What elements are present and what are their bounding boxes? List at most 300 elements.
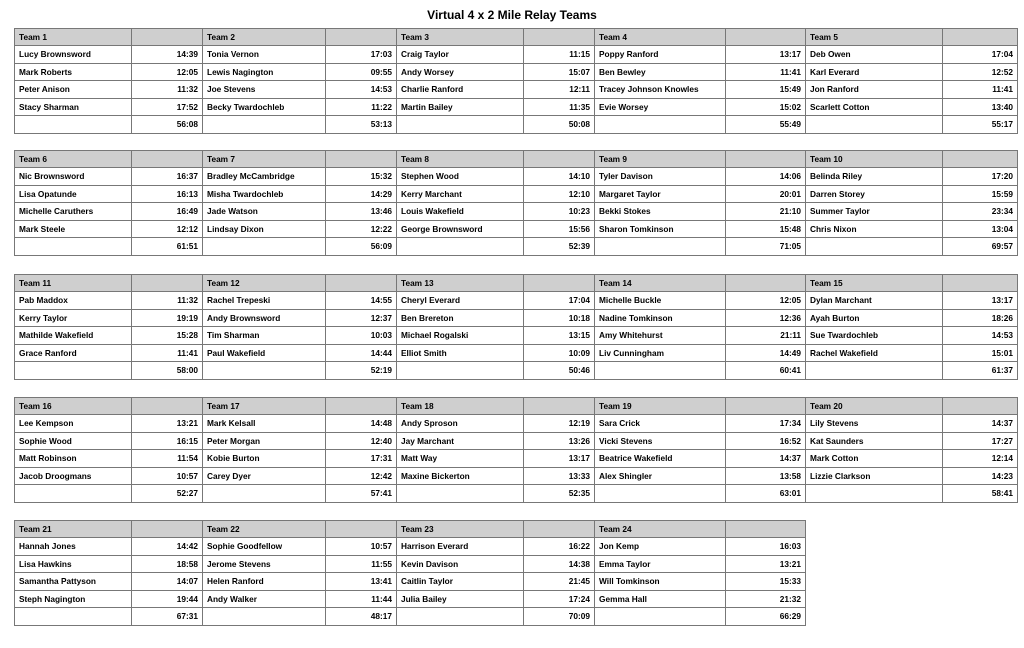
runner-time: 18:58 xyxy=(132,555,203,573)
team-header-time xyxy=(524,521,595,538)
runner-time: 15:48 xyxy=(726,220,806,238)
team-name: Team 1 xyxy=(15,29,132,46)
runner-time: 14:53 xyxy=(326,81,397,99)
runner-name: Mark Kelsall xyxy=(203,415,326,433)
runner-name: Kerry Marchant xyxy=(397,185,524,203)
runner-time: 12:14 xyxy=(943,450,1018,468)
total-label-cell xyxy=(203,238,326,256)
runner-name: Maxine Bickerton xyxy=(397,467,524,485)
runner-name: Jon Kemp xyxy=(595,538,726,556)
runner-name: Kat Saunders xyxy=(806,432,943,450)
runner-row xyxy=(15,327,1018,345)
runner-name: Lucy Brownsword xyxy=(15,46,132,64)
runner-time: 21:10 xyxy=(726,203,806,221)
runner-name: Kerry Taylor xyxy=(15,309,132,327)
runner-time: 12:05 xyxy=(726,292,806,310)
runner-name: Nadine Tomkinson xyxy=(595,309,726,327)
team-header-row xyxy=(15,29,1018,46)
runner-name: Michelle Buckle xyxy=(595,292,726,310)
team-name: Team 11 xyxy=(15,275,132,292)
runner-time: 11:22 xyxy=(326,98,397,116)
runner-time: 16:37 xyxy=(132,168,203,186)
runner-name: Lisa Hawkins xyxy=(15,555,132,573)
total-label-cell xyxy=(806,238,943,256)
empty-cell xyxy=(943,573,1018,591)
runner-name: Lindsay Dixon xyxy=(203,220,326,238)
runner-time: 13:17 xyxy=(524,450,595,468)
total-label-cell xyxy=(15,238,132,256)
runner-row xyxy=(15,590,1018,608)
total-label-cell xyxy=(806,116,943,134)
empty-cell xyxy=(806,590,943,608)
team-name: Team 22 xyxy=(203,521,326,538)
runner-time: 20:01 xyxy=(726,185,806,203)
total-label-cell xyxy=(203,116,326,134)
empty-cell xyxy=(806,573,943,591)
runner-time: 11:41 xyxy=(726,63,806,81)
team-total-time: 50:46 xyxy=(524,362,595,380)
runner-time: 18:26 xyxy=(943,309,1018,327)
runner-name: Dylan Marchant xyxy=(806,292,943,310)
runner-name: Peter Morgan xyxy=(203,432,326,450)
runner-time: 19:44 xyxy=(132,590,203,608)
runner-name: Sophie Goodfellow xyxy=(203,538,326,556)
total-label-cell xyxy=(15,608,132,626)
runner-name: Darren Storey xyxy=(806,185,943,203)
runner-time: 13:41 xyxy=(326,573,397,591)
team-header-time xyxy=(524,151,595,168)
runner-row xyxy=(15,432,1018,450)
runner-time: 14:29 xyxy=(326,185,397,203)
runner-name: Chris Nixon xyxy=(806,220,943,238)
runner-time: 11:41 xyxy=(132,344,203,362)
team-name: Team 17 xyxy=(203,398,326,415)
runner-time: 17:52 xyxy=(132,98,203,116)
team-header-row xyxy=(15,275,1018,292)
team-total-time: 70:09 xyxy=(524,608,595,626)
runner-name: Lee Kempson xyxy=(15,415,132,433)
runner-row xyxy=(15,450,1018,468)
team-header-time xyxy=(943,398,1018,415)
runner-name: Karl Everard xyxy=(806,63,943,81)
runner-time: 13:21 xyxy=(132,415,203,433)
runner-name: Matt Robinson xyxy=(15,450,132,468)
team-name: Team 4 xyxy=(595,29,726,46)
team-total-time: 71:05 xyxy=(726,238,806,256)
teams-table-row-4 xyxy=(14,397,1018,503)
runner-name: Mark Roberts xyxy=(15,63,132,81)
team-name: Team 16 xyxy=(15,398,132,415)
team-name: Team 3 xyxy=(397,29,524,46)
runner-time: 14:55 xyxy=(326,292,397,310)
team-total-time: 52:35 xyxy=(524,485,595,503)
empty-cell xyxy=(943,521,1018,538)
runner-name: Jerome Stevens xyxy=(203,555,326,573)
runner-time: 17:34 xyxy=(726,415,806,433)
team-header-time xyxy=(726,398,806,415)
runner-name: Ayah Burton xyxy=(806,309,943,327)
runner-name: Mark Cotton xyxy=(806,450,943,468)
runner-time: 10:57 xyxy=(326,538,397,556)
runner-name: Gemma Hall xyxy=(595,590,726,608)
team-name: Team 7 xyxy=(203,151,326,168)
runner-name: Pab Maddox xyxy=(15,292,132,310)
team-total-time: 50:08 xyxy=(524,116,595,134)
runner-time: 14:23 xyxy=(943,467,1018,485)
runner-name: Andy Worsey xyxy=(397,63,524,81)
total-label-cell xyxy=(595,116,726,134)
team-name: Team 13 xyxy=(397,275,524,292)
runner-name: Ben Brereton xyxy=(397,309,524,327)
runner-time: 21:11 xyxy=(726,327,806,345)
runner-name: Craig Taylor xyxy=(397,46,524,64)
team-total-time: 63:01 xyxy=(726,485,806,503)
total-label-cell xyxy=(397,238,524,256)
team-total-row xyxy=(15,238,1018,256)
empty-cell xyxy=(943,538,1018,556)
runner-time: 13:04 xyxy=(943,220,1018,238)
team-total-time: 67:31 xyxy=(132,608,203,626)
team-total-time: 55:17 xyxy=(943,116,1018,134)
runner-name: Joe Stevens xyxy=(203,81,326,99)
team-name: Team 9 xyxy=(595,151,726,168)
runner-time: 13:21 xyxy=(726,555,806,573)
runner-name: Jon Ranford xyxy=(806,81,943,99)
runner-time: 16:03 xyxy=(726,538,806,556)
runner-name: Carey Dyer xyxy=(203,467,326,485)
runner-name: Lily Stevens xyxy=(806,415,943,433)
runner-name: Jay Marchant xyxy=(397,432,524,450)
runner-name: Andy Brownsword xyxy=(203,309,326,327)
runner-name: Lewis Nagington xyxy=(203,63,326,81)
runner-name: Martin Bailey xyxy=(397,98,524,116)
runner-name: Kobie Burton xyxy=(203,450,326,468)
runner-time: 13:17 xyxy=(943,292,1018,310)
runner-time: 14:06 xyxy=(726,168,806,186)
team-name: Team 12 xyxy=(203,275,326,292)
runner-time: 16:49 xyxy=(132,203,203,221)
team-total-time: 61:51 xyxy=(132,238,203,256)
team-total-time: 52:19 xyxy=(326,362,397,380)
runner-time: 11:55 xyxy=(326,555,397,573)
runner-time: 15:59 xyxy=(943,185,1018,203)
runner-time: 11:54 xyxy=(132,450,203,468)
runner-time: 16:13 xyxy=(132,185,203,203)
runner-time: 10:57 xyxy=(132,467,203,485)
runner-time: 12:05 xyxy=(132,63,203,81)
team-total-time: 61:37 xyxy=(943,362,1018,380)
total-label-cell xyxy=(595,362,726,380)
team-header-time xyxy=(132,29,203,46)
runner-name: George Brownsword xyxy=(397,220,524,238)
runner-name: Samantha Pattyson xyxy=(15,573,132,591)
total-label-cell xyxy=(595,608,726,626)
runner-name: Emma Taylor xyxy=(595,555,726,573)
runner-name: Mathilde Wakefield xyxy=(15,327,132,345)
runner-name: Tim Sharman xyxy=(203,327,326,345)
runner-time: 12:37 xyxy=(326,309,397,327)
total-label-cell xyxy=(15,116,132,134)
runner-name: Nic Brownsword xyxy=(15,168,132,186)
total-label-cell xyxy=(203,362,326,380)
team-header-row xyxy=(15,521,1018,538)
team-total-time: 60:41 xyxy=(726,362,806,380)
team-total-row xyxy=(15,485,1018,503)
team-total-time: 58:00 xyxy=(132,362,203,380)
runner-row xyxy=(15,292,1018,310)
team-total-time: 53:13 xyxy=(326,116,397,134)
runner-time: 17:24 xyxy=(524,590,595,608)
runner-name: Peter Anison xyxy=(15,81,132,99)
runner-name: Sue Twardochleb xyxy=(806,327,943,345)
team-name: Team 10 xyxy=(806,151,943,168)
runner-row xyxy=(15,98,1018,116)
runner-name: Steph Nagington xyxy=(15,590,132,608)
runner-name: Scarlett Cotton xyxy=(806,98,943,116)
team-header-time xyxy=(132,151,203,168)
team-header-time xyxy=(132,398,203,415)
team-name: Team 2 xyxy=(203,29,326,46)
runner-row xyxy=(15,309,1018,327)
team-header-time xyxy=(726,275,806,292)
runner-time: 17:27 xyxy=(943,432,1018,450)
runner-time: 14:42 xyxy=(132,538,203,556)
runner-time: 11:32 xyxy=(132,292,203,310)
runner-name: Vicki Stevens xyxy=(595,432,726,450)
runner-name: Hannah Jones xyxy=(15,538,132,556)
team-header-time xyxy=(524,275,595,292)
runner-time: 12:10 xyxy=(524,185,595,203)
runner-time: 21:45 xyxy=(524,573,595,591)
runner-name: Helen Ranford xyxy=(203,573,326,591)
runner-name: Evie Worsey xyxy=(595,98,726,116)
team-header-time xyxy=(943,29,1018,46)
runner-time: 16:22 xyxy=(524,538,595,556)
empty-cell xyxy=(806,555,943,573)
runner-name: Deb Owen xyxy=(806,46,943,64)
runner-name: Bradley McCambridge xyxy=(203,168,326,186)
runner-row xyxy=(15,538,1018,556)
runner-name: Will Tomkinson xyxy=(595,573,726,591)
runner-time: 15:07 xyxy=(524,63,595,81)
teams-table-row-3 xyxy=(14,274,1018,380)
runner-time: 21:32 xyxy=(726,590,806,608)
total-label-cell xyxy=(397,116,524,134)
team-name: Team 24 xyxy=(595,521,726,538)
team-name: Team 6 xyxy=(15,151,132,168)
runner-time: 14:37 xyxy=(943,415,1018,433)
runner-row xyxy=(15,63,1018,81)
runner-time: 14:49 xyxy=(726,344,806,362)
runner-time: 17:31 xyxy=(326,450,397,468)
runner-row xyxy=(15,573,1018,591)
runner-time: 11:15 xyxy=(524,46,595,64)
runner-time: 11:32 xyxy=(132,81,203,99)
total-label-cell xyxy=(397,608,524,626)
runner-time: 17:04 xyxy=(524,292,595,310)
total-label-cell xyxy=(203,485,326,503)
runner-time: 14:10 xyxy=(524,168,595,186)
team-header-time xyxy=(326,521,397,538)
runner-time: 11:44 xyxy=(326,590,397,608)
empty-cell xyxy=(943,608,1018,626)
runner-name: Mark Steele xyxy=(15,220,132,238)
runner-time: 12:11 xyxy=(524,81,595,99)
empty-cell xyxy=(806,608,943,626)
team-header-time xyxy=(132,521,203,538)
total-label-cell xyxy=(397,485,524,503)
runner-row xyxy=(15,168,1018,186)
page-title: Virtual 4 x 2 Mile Relay Teams xyxy=(427,8,597,22)
team-name: Team 23 xyxy=(397,521,524,538)
runner-name: Rachel Wakefield xyxy=(806,344,943,362)
team-total-time: 55:49 xyxy=(726,116,806,134)
runner-name: Michael Rogalski xyxy=(397,327,524,345)
runner-row xyxy=(15,344,1018,362)
runner-row xyxy=(15,415,1018,433)
team-total-row xyxy=(15,608,1018,626)
runner-name: Caitlin Taylor xyxy=(397,573,524,591)
runner-name: Ben Bewley xyxy=(595,63,726,81)
runner-time: 14:37 xyxy=(726,450,806,468)
runner-time: 10:23 xyxy=(524,203,595,221)
team-header-time xyxy=(943,151,1018,168)
runner-time: 14:53 xyxy=(943,327,1018,345)
team-name: Team 21 xyxy=(15,521,132,538)
runner-time: 13:17 xyxy=(726,46,806,64)
total-label-cell xyxy=(806,485,943,503)
runner-time: 16:15 xyxy=(132,432,203,450)
runner-time: 12:42 xyxy=(326,467,397,485)
runner-name: Stephen Wood xyxy=(397,168,524,186)
runner-name: Alex Shingler xyxy=(595,467,726,485)
runner-row xyxy=(15,81,1018,99)
team-name: Team 20 xyxy=(806,398,943,415)
runner-row xyxy=(15,203,1018,221)
team-header-time xyxy=(326,151,397,168)
team-name: Team 19 xyxy=(595,398,726,415)
runner-time: 13:46 xyxy=(326,203,397,221)
runner-time: 12:40 xyxy=(326,432,397,450)
team-header-time xyxy=(326,398,397,415)
runner-time: 16:52 xyxy=(726,432,806,450)
runner-time: 14:39 xyxy=(132,46,203,64)
runner-name: Tyler Davison xyxy=(595,168,726,186)
runner-time: 15:33 xyxy=(726,573,806,591)
team-header-time xyxy=(326,29,397,46)
teams-table-row-1 xyxy=(14,28,1018,134)
runner-time: 13:26 xyxy=(524,432,595,450)
runner-name: Margaret Taylor xyxy=(595,185,726,203)
total-label-cell xyxy=(15,485,132,503)
runner-time: 15:56 xyxy=(524,220,595,238)
team-name: Team 15 xyxy=(806,275,943,292)
total-label-cell xyxy=(397,362,524,380)
team-header-row xyxy=(15,398,1018,415)
runner-time: 11:35 xyxy=(524,98,595,116)
team-name: Team 14 xyxy=(595,275,726,292)
runner-name: Andy Sproson xyxy=(397,415,524,433)
runner-name: Stacy Sharman xyxy=(15,98,132,116)
runner-name: Harrison Everard xyxy=(397,538,524,556)
team-total-time: 56:08 xyxy=(132,116,203,134)
runner-name: Rachel Trepeski xyxy=(203,292,326,310)
runner-time: 12:52 xyxy=(943,63,1018,81)
total-label-cell xyxy=(203,608,326,626)
runner-name: Elliot Smith xyxy=(397,344,524,362)
runner-name: Poppy Ranford xyxy=(595,46,726,64)
runner-time: 10:18 xyxy=(524,309,595,327)
runner-time: 15:49 xyxy=(726,81,806,99)
runner-name: Lisa Opatunde xyxy=(15,185,132,203)
runner-name: Sharon Tomkinson xyxy=(595,220,726,238)
runner-time: 14:48 xyxy=(326,415,397,433)
team-total-time: 69:57 xyxy=(943,238,1018,256)
runner-time: 13:58 xyxy=(726,467,806,485)
team-name: Team 18 xyxy=(397,398,524,415)
runner-name: Cheryl Everard xyxy=(397,292,524,310)
runner-time: 15:32 xyxy=(326,168,397,186)
runner-time: 13:33 xyxy=(524,467,595,485)
runner-name: Charlie Ranford xyxy=(397,81,524,99)
runner-name: Tonia Vernon xyxy=(203,46,326,64)
runner-name: Liv Cunningham xyxy=(595,344,726,362)
team-header-time xyxy=(524,29,595,46)
runner-time: 13:40 xyxy=(943,98,1018,116)
team-total-time: 52:39 xyxy=(524,238,595,256)
empty-cell xyxy=(806,521,943,538)
team-header-row xyxy=(15,151,1018,168)
runner-name: Amy Whitehurst xyxy=(595,327,726,345)
runner-name: Tracey Johnson Knowles xyxy=(595,81,726,99)
runner-time: 11:41 xyxy=(943,81,1018,99)
team-name: Team 5 xyxy=(806,29,943,46)
runner-name: Louis Wakefield xyxy=(397,203,524,221)
team-total-time: 52:27 xyxy=(132,485,203,503)
runner-time: 14:38 xyxy=(524,555,595,573)
team-total-row xyxy=(15,362,1018,380)
runner-time: 15:02 xyxy=(726,98,806,116)
runner-row xyxy=(15,220,1018,238)
runner-row xyxy=(15,467,1018,485)
runner-time: 13:15 xyxy=(524,327,595,345)
total-label-cell xyxy=(15,362,132,380)
runner-name: Sara Crick xyxy=(595,415,726,433)
total-label-cell xyxy=(806,362,943,380)
total-label-cell xyxy=(595,485,726,503)
runner-time: 17:03 xyxy=(326,46,397,64)
runner-time: 15:01 xyxy=(943,344,1018,362)
team-header-time xyxy=(726,521,806,538)
runner-time: 17:20 xyxy=(943,168,1018,186)
runner-name: Andy Walker xyxy=(203,590,326,608)
runner-name: Bekki Stokes xyxy=(595,203,726,221)
team-total-time: 66:29 xyxy=(726,608,806,626)
empty-cell xyxy=(806,538,943,556)
teams-table-row-2 xyxy=(14,150,1018,256)
team-total-row xyxy=(15,116,1018,134)
runner-time: 14:07 xyxy=(132,573,203,591)
teams-table-row-5 xyxy=(14,520,1018,626)
runner-name: Beatrice Wakefield xyxy=(595,450,726,468)
team-name: Team 8 xyxy=(397,151,524,168)
runner-time: 09:55 xyxy=(326,63,397,81)
runner-time: 12:22 xyxy=(326,220,397,238)
runner-time: 10:09 xyxy=(524,344,595,362)
runner-name: Matt Way xyxy=(397,450,524,468)
runner-time: 10:03 xyxy=(326,327,397,345)
runner-time: 17:04 xyxy=(943,46,1018,64)
